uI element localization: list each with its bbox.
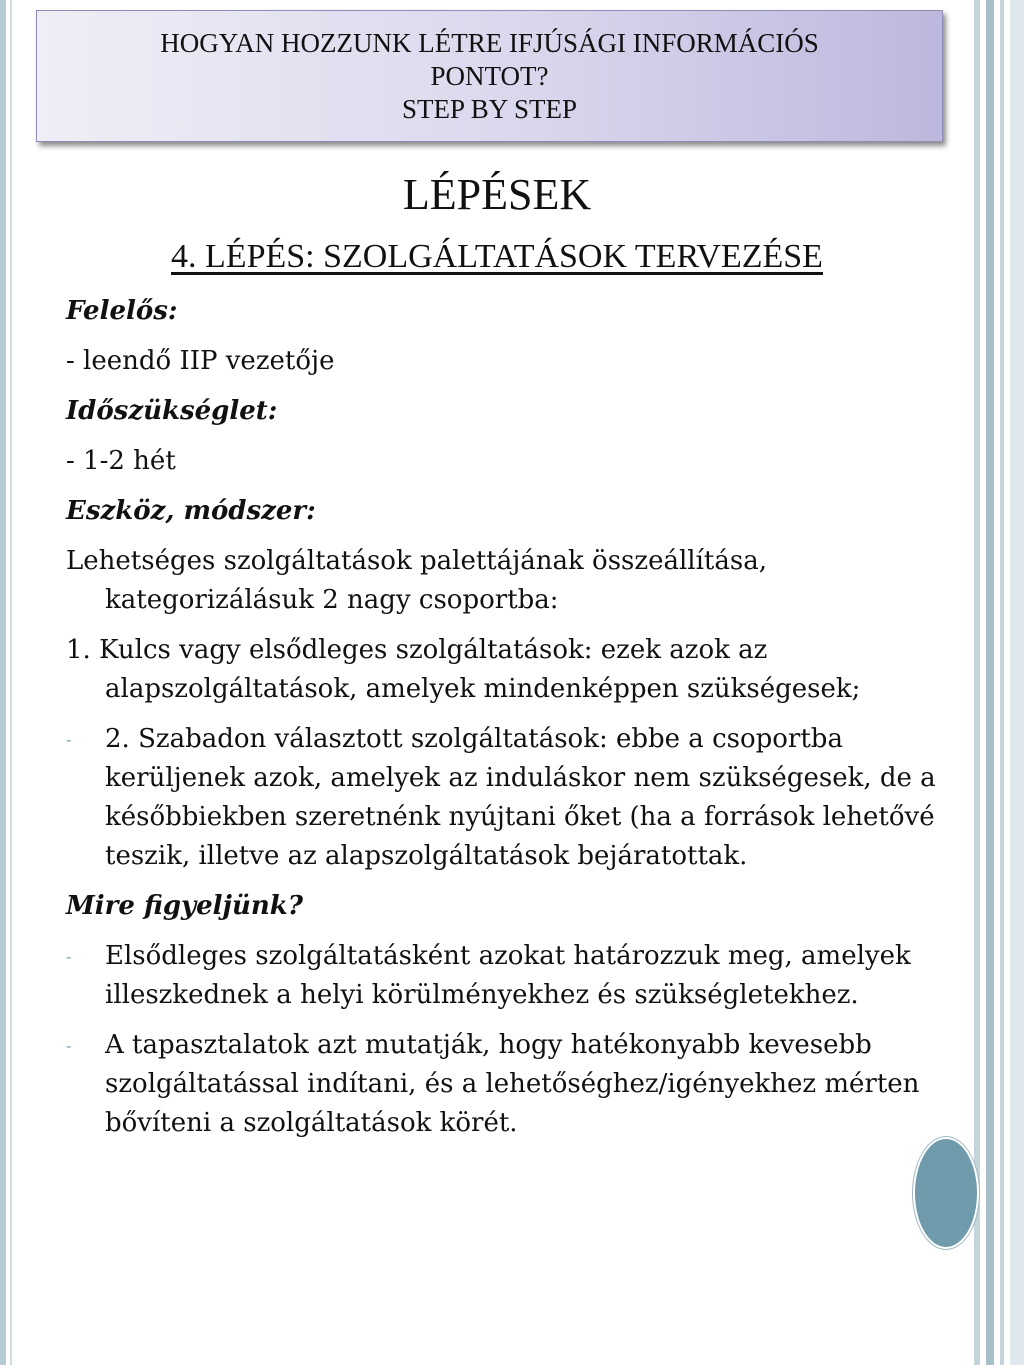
header-line-2: PONTOT? — [430, 60, 549, 91]
header-line-1: HOGYAN HOZZUNK LÉTRE IFJÚSÁGI INFORMÁCIÓS — [160, 27, 819, 58]
responsible-text: - leendő IIP vezetője — [66, 346, 335, 376]
list-item-2-text: 2. Szabadon választott szolgáltatások: ebbe a csoportba kerüljenek azok, amelyek az induláskor nem szükségesek, de a későbbiekben szeretnénk nyújtani őket (ha a források lehetővé teszik, illetve az alapszolgáltatások bejáratottak. — [105, 724, 936, 871]
watch-item-1 — [66, 937, 941, 1015]
bullet-dash-icon: - — [66, 1036, 72, 1055]
step-title: 4. LÉPÉS: SZOLGÁLTATÁSOK TERVEZÉSE — [171, 238, 823, 275]
watch-item-2-text: A tapasztalatok azt mutatják, hogy hatékonyabb kevesebb szolgáltatással indítani, és a lehetőséghez/igényekhez mérten bővíteni a szolgáltatások körét. — [105, 1030, 920, 1138]
list-item-2 — [66, 720, 941, 876]
tools-text: Lehetséges szolgáltatások palettájának összeállítása, kategorizálásuk 2 nagy csoportba: — [66, 546, 767, 615]
list-item-1: 1. Kulcs vagy elsődleges szolgáltatások: ezek azok az alapszolgáltatások, amelyek mindenképpen szükségesek; — [66, 635, 861, 704]
responsible-label: Felelős: — [66, 296, 178, 326]
header-line-3: STEP BY STEP — [401, 93, 578, 124]
slide-title: LÉPÉSEK — [402, 170, 592, 219]
time-label: Időszükséglet: — [66, 396, 278, 426]
watch-item-2 — [66, 1026, 941, 1143]
header-banner — [36, 10, 943, 142]
watch-item-1-text: Elsődleges szolgáltatásként azokat határozzuk meg, amelyek illeszkednek a helyi körülményekhez és szükségletekhez. — [105, 941, 911, 1010]
tools-label: Eszköz, módszer: — [66, 496, 316, 526]
time-text: - 1-2 hét — [66, 446, 176, 476]
slide-content — [66, 292, 941, 1154]
watch-label: Mire figyeljünk? — [66, 891, 304, 921]
bullet-dash-icon: - — [66, 947, 72, 966]
bullet-dash-icon: - — [66, 730, 72, 749]
